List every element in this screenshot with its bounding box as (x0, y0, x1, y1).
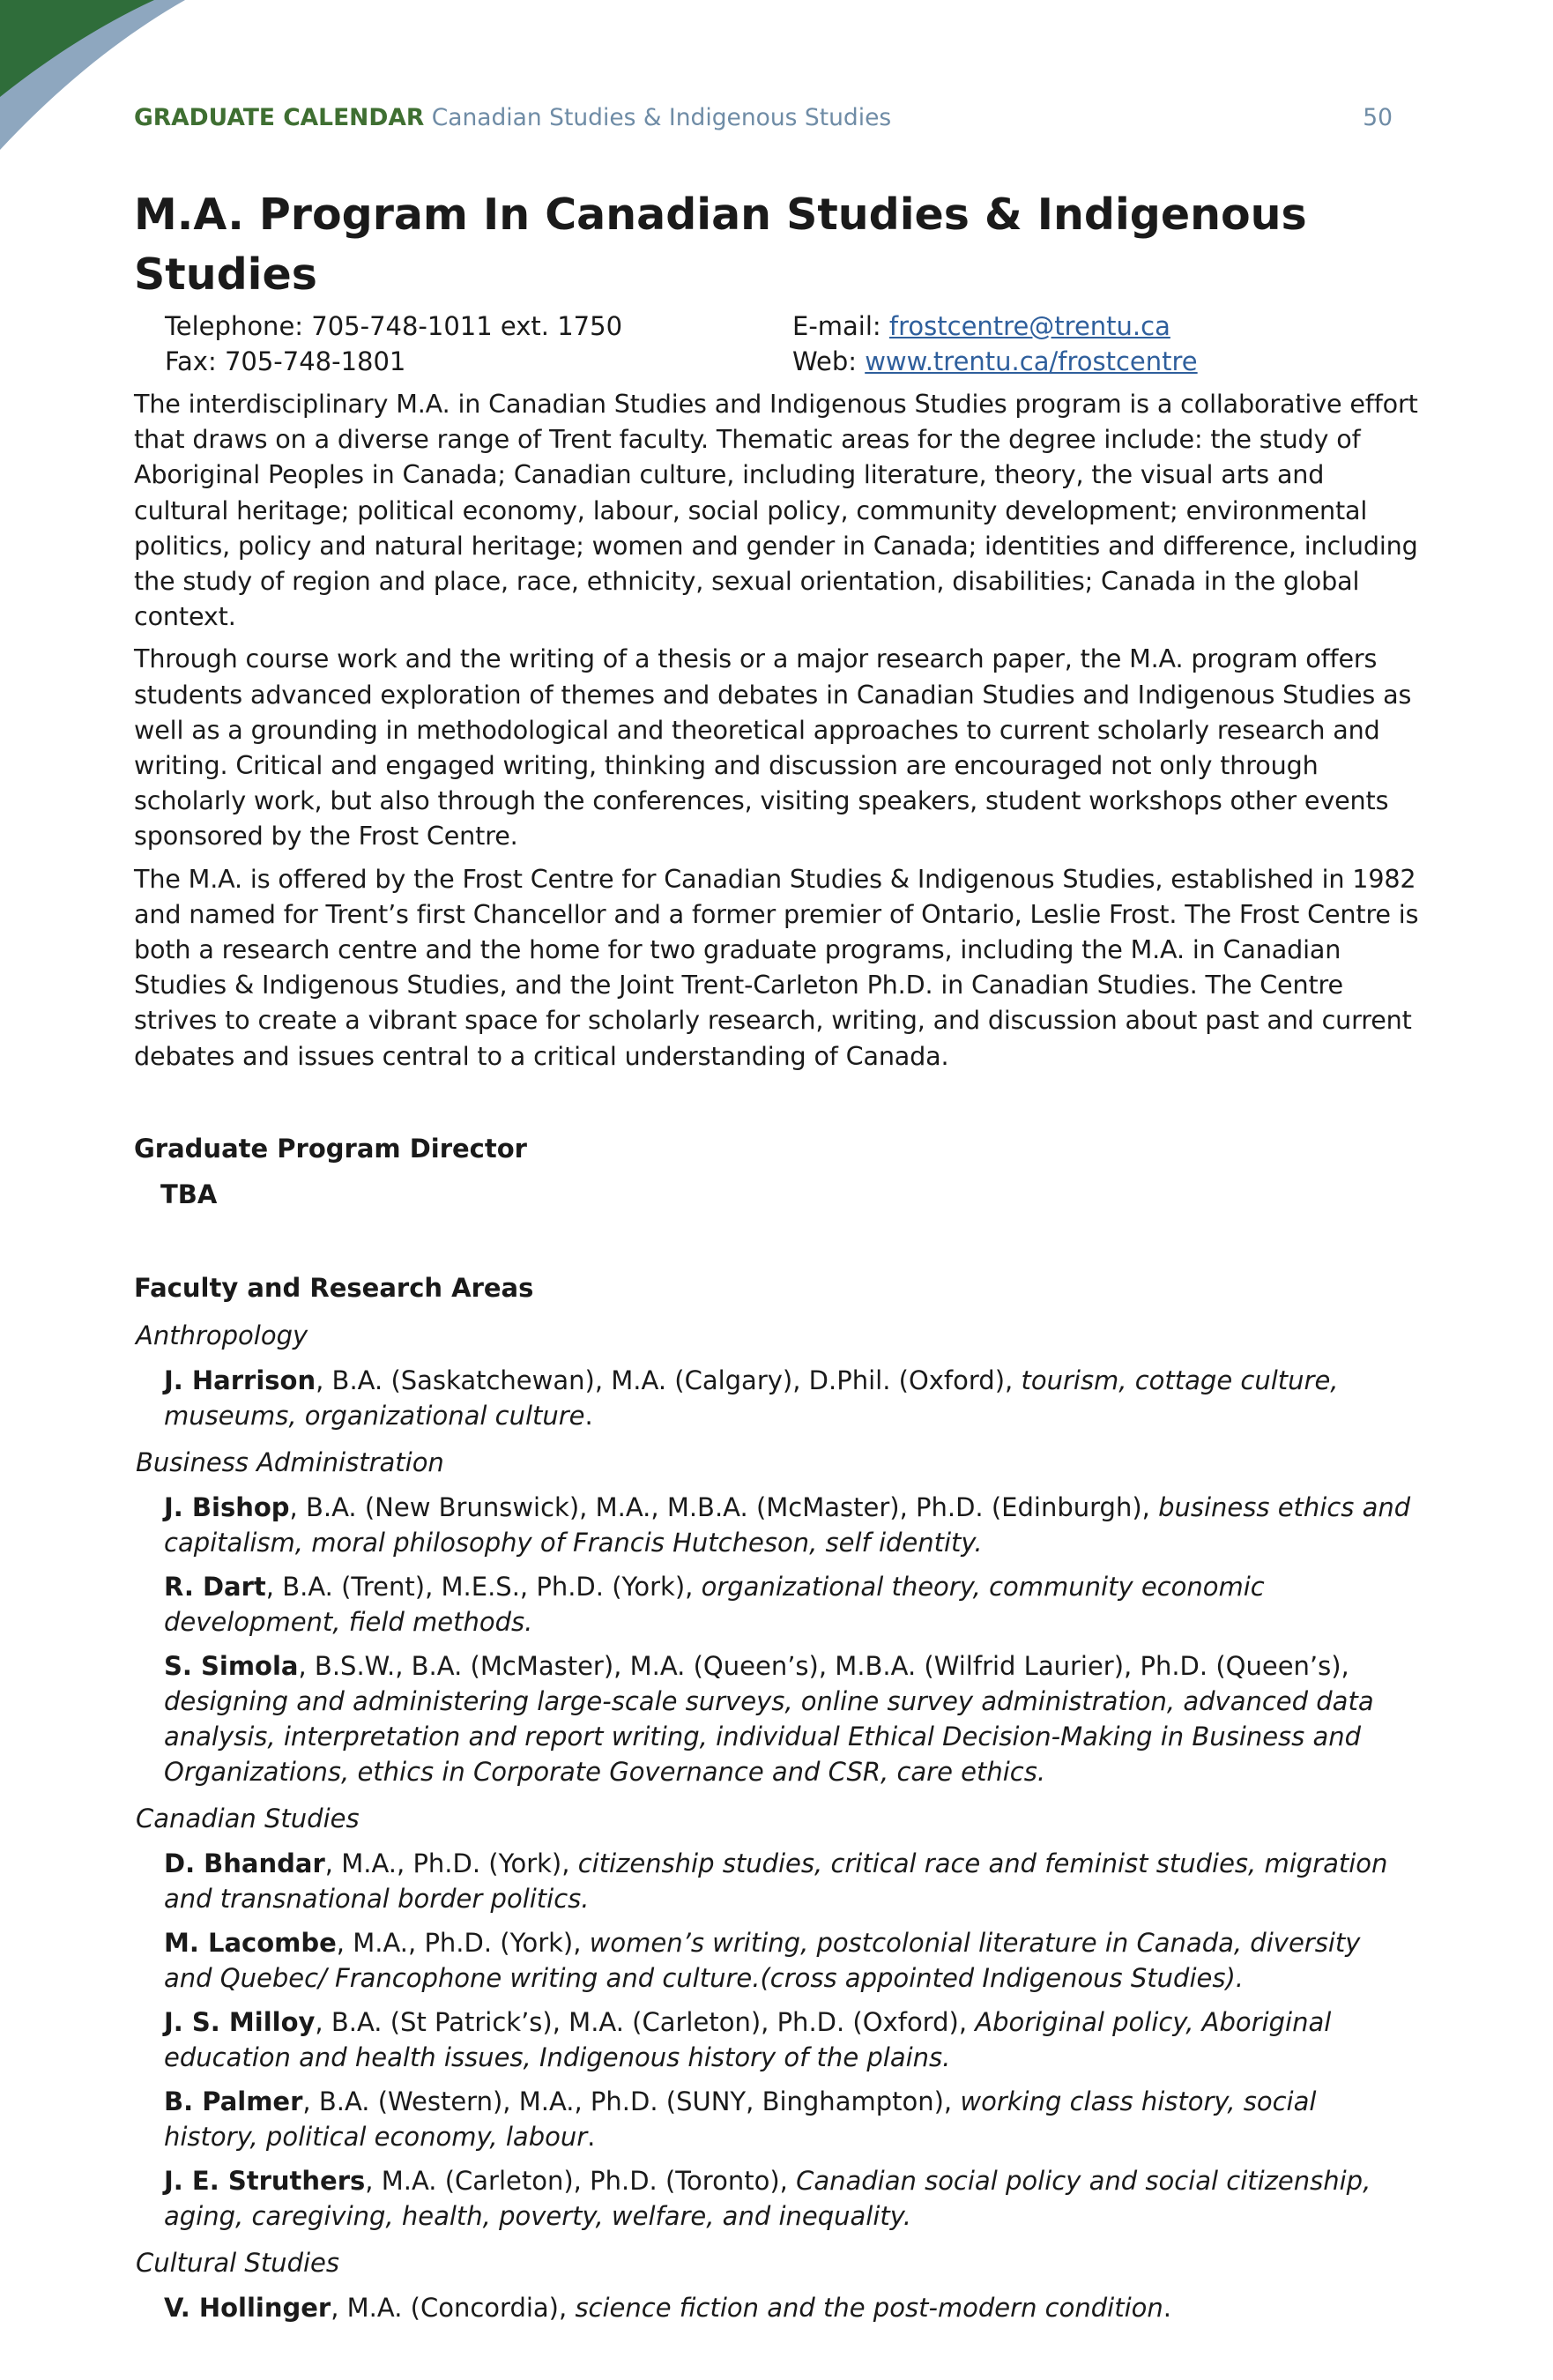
running-header (134, 100, 1393, 136)
faculty-end: . (584, 1400, 593, 1431)
faculty-entry (164, 1846, 1416, 1916)
faculty-degrees: , B.A. (Western), M.A., Ph.D. (SUNY, Binghampton), (302, 2086, 961, 2116)
faculty-research: Canadian social policy and social citizenship, aging, caregiving, health, poverty, welfare, and inequality. (164, 2165, 1371, 2231)
contact-block (134, 309, 1421, 379)
faculty-entry (164, 2163, 1416, 2234)
faculty-research: citizenship studies, critical race and feminist studies, migration and transnational border politics. (164, 1848, 1388, 1914)
faculty-degrees: , M.A., Ph.D. (York), (324, 1848, 578, 1878)
faculty-entry (164, 1490, 1416, 1560)
faculty-degrees: , B.A. (New Brunswick), M.A., M.B.A. (McMaster), Ph.D. (Edinburgh), (289, 1491, 1159, 1522)
web-label: Web: (792, 346, 866, 376)
director-heading: Graduate Program Director (134, 1133, 527, 1164)
contact-phone-column (165, 309, 622, 379)
header-section: Canadian Studies & Indigenous Studies (431, 104, 892, 131)
faculty-name: B. Palmer (164, 2086, 303, 2116)
email-line (792, 309, 1198, 344)
faculty-name: M. Lacombe (164, 1927, 337, 1958)
area-cultural-studies: Cultural Studies (136, 2247, 339, 2278)
faculty-name: R. Dart (164, 1571, 266, 1602)
area-business-administration: Business Administration (136, 1447, 444, 1477)
page-number: 50 (1363, 104, 1393, 131)
faculty-name: J. Harrison (164, 1365, 316, 1395)
faculty-name: J. Bishop (164, 1491, 290, 1522)
faculty-research: business ethics and capitalism, moral philosophy of Francis Hutcheson, self identity. (164, 1491, 1411, 1558)
main-content (134, 185, 1421, 2325)
email-label: E-mail: (792, 311, 889, 341)
faculty-name: S. Simola (164, 1650, 299, 1681)
faculty-name: J. S. Milloy (164, 2006, 316, 2037)
faculty-entry (164, 1648, 1416, 1789)
faculty-research: designing and administering large-scale surveys, online survey administration, advanced data analysis, interpretation and report writing, individual Ethical Decision-Making in Business and Organizations, ethics in Corporate Governance and CSR, care ethics. (164, 1685, 1374, 1787)
faculty-degrees: , M.A. (Carleton), Ph.D. (Toronto), (365, 2165, 797, 2196)
header-calendar: GRADUATE CALENDAR (134, 104, 425, 131)
faculty-end: . (1163, 2292, 1171, 2323)
faculty-degrees: , B.A. (St Patrick’s), M.A. (Carleton), Ph.D. (Oxford), (315, 2006, 976, 2037)
faculty-degrees: , M.A., Ph.D. (York), (336, 1927, 590, 1958)
faculty-name: J. E. Struthers (164, 2165, 366, 2196)
faculty-research: women’s writing, postcolonial literature in Canada, diversity and Quebec/ Francophone writing and culture.(cross appointed Indigenous Studies). (164, 1927, 1361, 1993)
faculty-degrees: , B.A. (Trent), M.E.S., Ph.D. (York), (265, 1571, 702, 1602)
faculty-entry (164, 2004, 1416, 2075)
frost-centre-paragraph: The M.A. is offered by the Frost Centre for Canadian Studies & Indigenous Studies, established in 1982 and named for Trent’s first Chancellor and a former premier of Ontario, Leslie Frost. The Frost Centre is both a research centre and the home for two graduate programs, including the M.A. in Canadian Studies & Indigenous Studies, and the Joint Trent-Carleton Ph.D. in Canadian Studies. The Centre strives to create a vibrant space for scholarly research, writing, and discussion about past and current debates and issues central to a critical understanding of Canada. (134, 863, 1419, 1071)
faculty-heading: Faculty and Research Areas (134, 1272, 534, 1303)
faculty-degrees: , M.A. (Concordia), (331, 2292, 576, 2323)
faculty-research: science fiction and the post-modern condition (575, 2292, 1163, 2323)
web-link[interactable]: www.trentu.ca/frostcentre (865, 346, 1198, 376)
fax: Fax: 705-748-1801 (165, 346, 406, 376)
faculty-entry (164, 2084, 1416, 2154)
faculty-degrees: , B.A. (Saskatchewan), M.A. (Calgary), D.Phil. (Oxford), (316, 1365, 1022, 1395)
faculty-name: D. Bhandar (164, 1848, 325, 1878)
contact-online-column (792, 309, 1198, 379)
area-anthropology: Anthropology (136, 1320, 308, 1350)
corner-swoosh-graphic (0, 0, 264, 167)
faculty-research: Aboriginal policy, Aboriginal education and health issues, Indigenous history of the plains. (164, 2006, 1332, 2072)
area-canadian-studies: Canadian Studies (136, 1803, 360, 1833)
faculty-degrees: , B.S.W., B.A. (McMaster), M.A. (Queen’s), M.B.A. (Wilfrid Laurier), Ph.D. (Queen’s), (298, 1650, 1349, 1681)
faculty-entry (164, 1363, 1416, 1433)
email-link[interactable]: frostcentre@trentu.ca (888, 311, 1170, 341)
web-line (792, 344, 1198, 379)
faculty-entry (164, 1569, 1416, 1640)
page-title: M.A. Program In Canadian Studies & Indigenous Studies (134, 190, 1307, 300)
faculty-research: tourism, cottage culture, museums, organizational culture (164, 1365, 1339, 1431)
faculty-entry (164, 1925, 1416, 1996)
director-name: TBA (160, 1179, 218, 1209)
faculty-name: V. Hollinger (164, 2292, 331, 2323)
faculty-research: organizational theory, community economic development, field methods. (164, 1571, 1265, 1637)
faculty-end: . (587, 2121, 596, 2152)
faculty-entry (164, 2290, 1416, 2325)
coursework-paragraph: Through course work and the writing of a thesis or a major research paper, the M.A. program offers students advanced exploration of themes and debates in Canadian Studies and Indigenous Studies as well as a grounding in methodological and theoretical approaches to current scholarly research and writing. Critical and engaged writing, thinking and discussion are encouraged not only through scholarly work, but also through the conferences, visiting speakers, student workshops other events sponsored by the Frost Centre. (134, 643, 1412, 852)
intro-paragraph: The interdisciplinary M.A. in Canadian Studies and Indigenous Studies program is a collaborative effort that draws on a diverse range of Trent faculty. Thematic areas for the degree include: the study of Aboriginal Peoples in Canada; Canadian culture, including literature, theory, the visual arts and cultural heritage; political economy, labour, social policy, community development; environmental politics, policy and natural heritage; women and gender in Canada; identities and difference, including the study of region and place, race, ethnicity, sexual orientation, disabilities; Canada in the global context. (134, 389, 1418, 632)
telephone: Telephone: 705-748-1011 ext. 1750 (165, 311, 623, 341)
faculty-research: working class history, social history, political economy, labour (164, 2086, 1317, 2152)
